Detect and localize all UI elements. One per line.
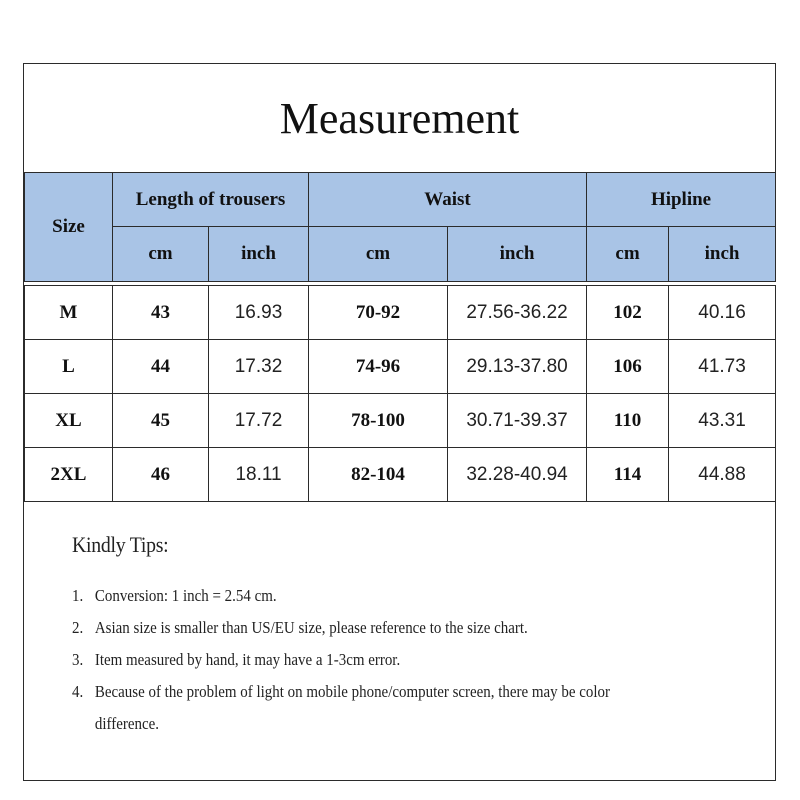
table-cell: 27.56-36.22 — [448, 286, 587, 340]
tips-title: Kindly Tips: — [72, 532, 169, 557]
table-cell: 106 — [587, 340, 669, 394]
table-cell: 78-100 — [309, 394, 448, 448]
list-item-number: 3. — [72, 650, 84, 669]
size-cell: XL — [25, 394, 113, 448]
list-item — [72, 644, 635, 676]
header-unit: inch — [209, 227, 309, 282]
header-length-of-trousers: Length of trousers — [113, 173, 309, 227]
list-item-text: Conversion: 1 inch = 2.54 cm. — [94, 586, 277, 605]
table-cell: 110 — [587, 394, 669, 448]
list-item — [72, 612, 635, 644]
table-cell: 32.28-40.94 — [448, 448, 587, 502]
list-item-number: 2. — [72, 618, 84, 637]
table-row — [25, 286, 776, 340]
table-cell: 45 — [113, 394, 209, 448]
table-cell: 74-96 — [309, 340, 448, 394]
table-cell: 16.93 — [209, 286, 309, 340]
table-cell: 70-92 — [309, 286, 448, 340]
size-cell: M — [25, 286, 113, 340]
list-item-text: Asian size is smaller than US/EU size, please reference to the size chart. — [94, 618, 528, 637]
list-item-text: Because of the problem of light on mobile phone/computer screen, there may be color difference. — [94, 682, 611, 733]
table-cell: 82-104 — [309, 448, 448, 502]
table-row — [25, 448, 776, 502]
header-unit: cm — [587, 227, 669, 282]
table-cell: 43 — [113, 286, 209, 340]
list-item — [72, 580, 635, 612]
size-cell: L — [25, 340, 113, 394]
header-hipline: Hipline — [587, 173, 776, 227]
list-item-text: Item measured by hand, it may have a 1-3cm error. — [94, 650, 401, 669]
table-cell: 18.11 — [209, 448, 309, 502]
tips-list — [72, 580, 712, 740]
table-cell: 114 — [587, 448, 669, 502]
table-cell: 17.72 — [209, 394, 309, 448]
table-row — [25, 340, 776, 394]
table-cell: 41.73 — [669, 340, 776, 394]
table-cell: 44 — [113, 340, 209, 394]
table-cell: 29.13-37.80 — [448, 340, 587, 394]
header-unit: inch — [669, 227, 776, 282]
page-title: Measurement — [24, 64, 775, 173]
table-cell: 102 — [587, 286, 669, 340]
table-cell: 30.71-39.37 — [448, 394, 587, 448]
header-size: Size — [25, 173, 113, 282]
table-cell: 40.16 — [669, 286, 776, 340]
table-row — [25, 394, 776, 448]
table-cell: 44.88 — [669, 448, 776, 502]
tips-section — [24, 501, 775, 780]
table-cell: 17.32 — [209, 340, 309, 394]
list-item-number: 1. — [72, 586, 84, 605]
header-unit: cm — [309, 227, 448, 282]
size-table — [24, 172, 776, 502]
header-waist: Waist — [309, 173, 587, 227]
list-item-number: 4. — [72, 682, 84, 701]
size-cell: 2XL — [25, 448, 113, 502]
table-cell: 46 — [113, 448, 209, 502]
size-chart-frame — [23, 63, 776, 781]
header-unit: inch — [448, 227, 587, 282]
list-item — [72, 676, 635, 740]
header-unit: cm — [113, 227, 209, 282]
table-cell: 43.31 — [669, 394, 776, 448]
